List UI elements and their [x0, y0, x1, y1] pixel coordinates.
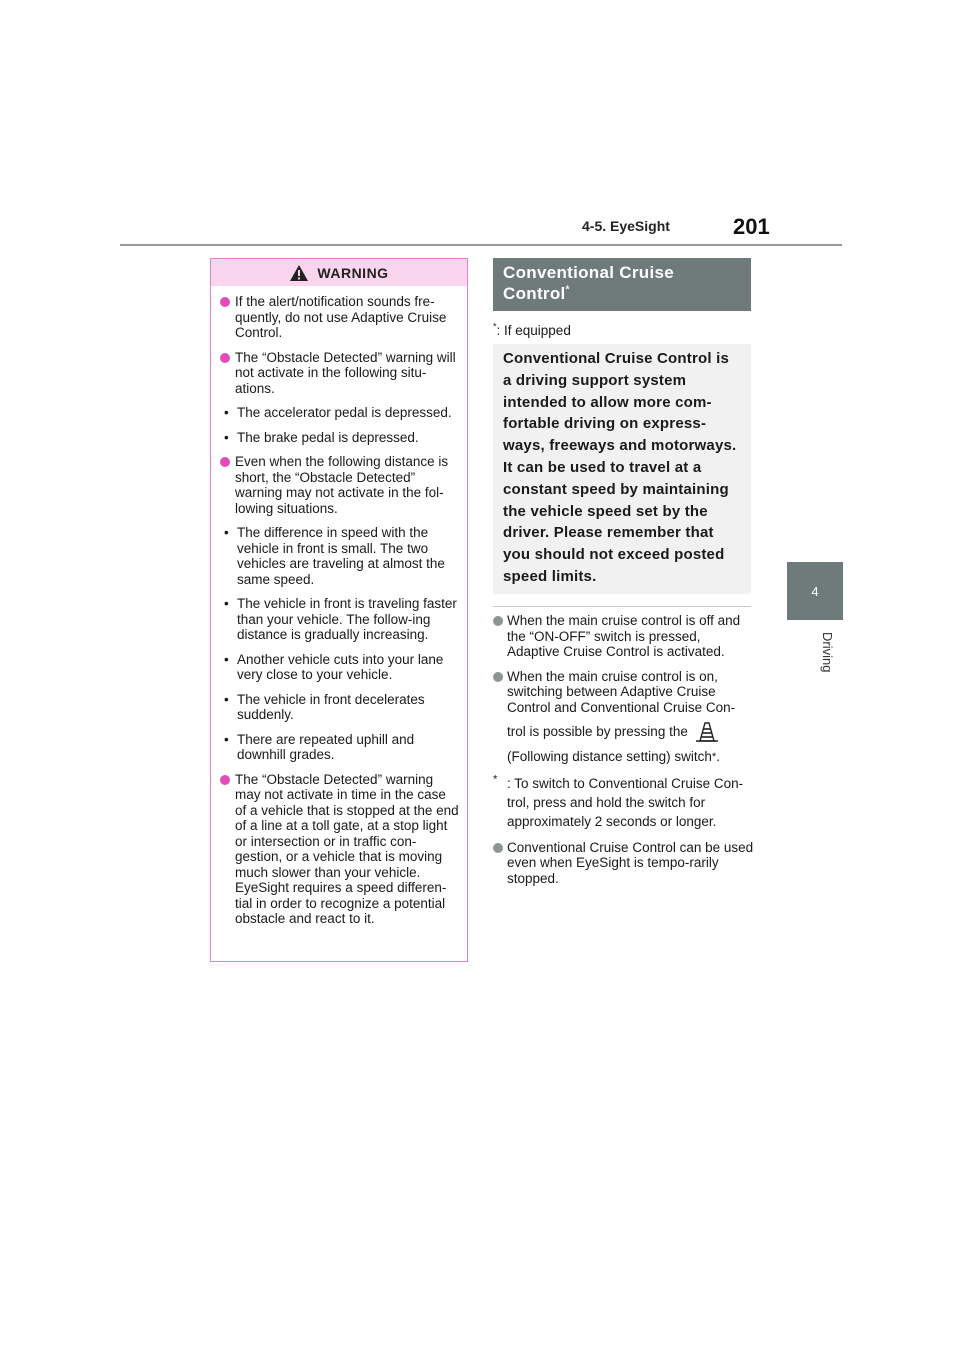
- section-heading: [493, 258, 751, 311]
- right-body: [493, 613, 755, 895]
- warning-subitem: • The vehicle in front is traveling faster than your vehicle. The follow-ing distance is gradually increasing.: [219, 596, 459, 643]
- warning-subitem: • The difference in speed with the vehicle in front is small. The two vehicles are traveling at almost the same speed.: [219, 525, 459, 587]
- warning-bullet: The “Obstacle Detected” warning will not activate in the following situ-ations.: [219, 350, 459, 397]
- section-heading-line1: Conventional Cruise: [503, 263, 675, 282]
- equipped-footnote: [493, 323, 571, 338]
- warning-box: [210, 258, 468, 962]
- warning-bullet: The “Obstacle Detected” warning may not activate in time in the case of a vehicle that is stopped at the end of a line at a toll gate, at a stop light or intersection or in traffic con-gestion, or a vehicle that is moving much slower than your vehicle. EyeSight requires a speed differen-tial in order to recognize a potential obstacle and react to it.: [219, 772, 459, 927]
- following-distance-icon: [694, 722, 720, 742]
- bullet-text: Conventional Cruise Control can be used even when EyeSight is tempo-rarily stopped.: [507, 839, 754, 886]
- period: .: [716, 749, 720, 764]
- warning-heading: WARNING: [317, 264, 389, 281]
- chapter-label: Driving: [820, 632, 835, 673]
- switch-footnote: [493, 774, 755, 831]
- warning-bullet: If the alert/notification sounds fre-quently, do not use Adaptive Cruise Control.: [219, 294, 459, 341]
- section-heading-line2: Control: [503, 284, 566, 303]
- section-title: 4-5. EyeSight: [582, 218, 670, 234]
- warning-subitem: • The accelerator pedal is depressed.: [219, 405, 459, 421]
- content-divider: [493, 606, 751, 607]
- bullet-text: (Following distance setting) switch: [507, 749, 712, 764]
- list-item: [493, 613, 755, 660]
- footnote-asterisk: *: [493, 321, 497, 332]
- bullet-text: trol is possible by pressing the: [507, 724, 688, 740]
- warning-bullet: Even when the following distance is short, the “Obstacle Detected” warning may not activate in the fol-lowing situations.: [219, 454, 459, 516]
- warning-subitem: • Another vehicle cuts into your lane very close to your vehicle.: [219, 652, 459, 683]
- intro-summary: Conventional Cruise Control is a driving support system intended to allow more com-fortable driving on express-ways, freeways and motorways. It can be used to travel at a constant speed by maintaining the vehicle speed set by the driver. Please remember that you should not exceed posted speed limits.: [493, 344, 751, 594]
- header-divider: [120, 244, 842, 246]
- warning-subitem: • There are repeated uphill and downhill grades.: [219, 732, 459, 763]
- footnote2-asterisk: *: [493, 773, 498, 785]
- list-item: [493, 840, 755, 887]
- list-item: When the main cruise control is on, switching between Adaptive Cruise Control and Conventional Cruise Con- trol is possible by pressing the (Following distance setting) switch * .: [493, 669, 755, 765]
- page-number: 201: [733, 214, 770, 239]
- warning-triangle-icon: [289, 264, 309, 282]
- heading-asterisk: *: [565, 284, 570, 296]
- footnote-text: : If equipped: [496, 323, 571, 338]
- warning-subitem: • The brake pedal is depressed.: [219, 430, 459, 446]
- footnote2-text: : To switch to Conventional Cruise Con-trol, press and hold the switch for approximately 2 seconds or longer.: [507, 775, 744, 829]
- bullet-text: When the main cruise control is on, switching between Adaptive Cruise Control and Conventional Cruise Con-: [507, 668, 736, 715]
- warning-header: [211, 259, 467, 286]
- bullet-text: When the main cruise control is off and the “ON-OFF” switch is pressed, Adaptive Cruise Control is activated.: [507, 613, 741, 659]
- warning-subitem: • The vehicle in front decelerates suddenly.: [219, 692, 459, 723]
- warning-body: [211, 286, 467, 944]
- chapter-tab: 4: [787, 562, 843, 620]
